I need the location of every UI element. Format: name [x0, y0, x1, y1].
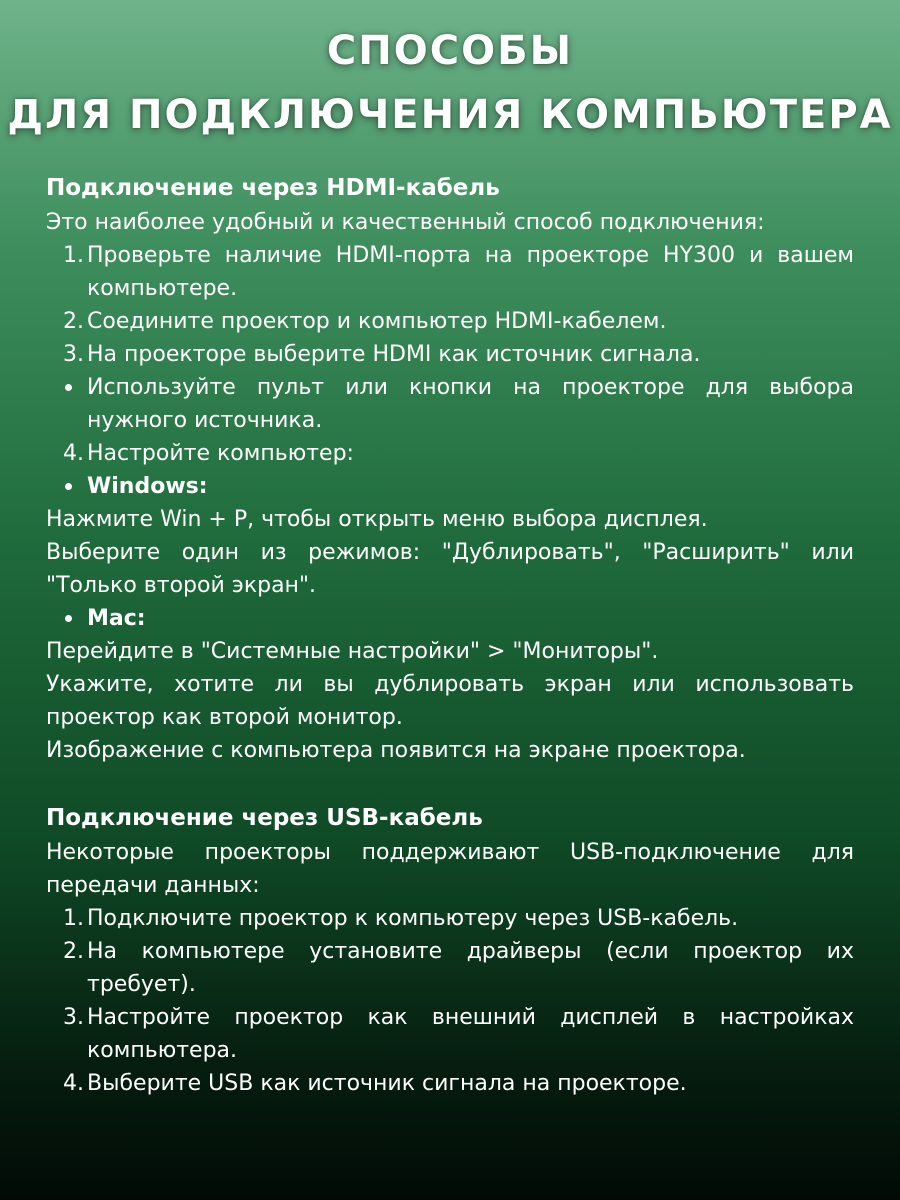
usb-heading: Подключение через USB-кабель: [46, 805, 483, 831]
hdmi-step-1: [46, 239, 854, 305]
usb-step-2-text: На компьютере установите драйверы (если проектор их требует).: [87, 939, 854, 997]
windows-instruction-1: Нажмите Win + P, чтобы открыть меню выбора дисплея.: [46, 507, 708, 532]
usb-step-1: [46, 902, 854, 935]
usb-intro: Некоторые проекторы поддерживают USB-подключение для передачи данных:: [46, 840, 854, 898]
usb-step-1-number: 1.: [63, 906, 84, 931]
usb-step-2: [46, 935, 854, 1001]
hdmi-step-2-number: 2.: [63, 309, 84, 334]
page-title-line-1: СПОСОБЫ: [326, 28, 574, 74]
mac-label: Mac:: [87, 606, 146, 631]
bullet-dot-icon: [63, 602, 85, 635]
usb-step-1-text: Подключите проектор к компьютеру через USB-кабель.: [87, 906, 739, 931]
windows-instruction-2: Выберите один из режимов: "Дублировать", "Расширить" или "Только второй экран".: [46, 540, 854, 598]
hdmi-step-3-text: На проекторе выберите HDMI как источник сигнала.: [87, 342, 701, 367]
section-spacer: [46, 767, 854, 800]
usb-step-3-number: 3.: [63, 1005, 84, 1030]
hdmi-step-1-number: 1.: [63, 243, 84, 268]
hdmi-heading: Подключение через HDMI-кабель: [46, 175, 500, 201]
hdmi-step-4-number: 4.: [63, 441, 84, 466]
usb-step-2-number: 2.: [63, 939, 84, 964]
hdmi-step-4-text: Настройте компьютер:: [87, 441, 354, 466]
mac-label-item: [46, 602, 854, 635]
hdmi-step-4: [46, 437, 854, 470]
windows-label-item: [46, 470, 854, 503]
hdmi-step-3-number: 3.: [63, 342, 84, 367]
hdmi-bullet-remote-text: Используйте пульт или кнопки на проекторе для выбора нужного источника.: [87, 375, 854, 433]
usb-step-4-text: Выберите USB как источник сигнала на проекторе.: [87, 1071, 687, 1096]
hdmi-step-3: [46, 338, 854, 371]
windows-label: Windows:: [87, 474, 208, 499]
hdmi-intro: Это наиболее удобный и качественный способ подключения:: [46, 210, 765, 235]
page-title-line-2: ДЛЯ ПОДКЛЮЧЕНИЯ КОМПЬЮТЕРА: [7, 92, 893, 138]
content: [46, 170, 854, 1100]
hdmi-step-2-text: Соедините проектор и компьютер HDMI-кабелем.: [87, 309, 667, 334]
hdmi-step-1-text: Проверьте наличие HDMI-порта на проекторе HY300 и вашем компьютере.: [87, 243, 854, 301]
hdmi-bullet-remote: [46, 371, 854, 437]
mac-instruction-2: Укажите, хотите ли вы дублировать экран или использовать проектор как второй монитор.: [46, 672, 854, 730]
usb-step-4: [46, 1067, 854, 1100]
usb-step-3-text: Настройте проектор как внешний дисплей в настройках компьютера.: [87, 1005, 854, 1063]
hdmi-step-2: [46, 305, 854, 338]
usb-step-3: [46, 1001, 854, 1067]
bullet-dot-icon: [63, 470, 85, 503]
bullet-dot-icon: [63, 371, 85, 404]
hdmi-result: Изображение с компьютера появится на экране проектора.: [46, 738, 746, 763]
usb-step-4-number: 4.: [63, 1071, 84, 1096]
mac-instruction-1: Перейдите в "Системные настройки" > "Мониторы".: [46, 639, 659, 664]
